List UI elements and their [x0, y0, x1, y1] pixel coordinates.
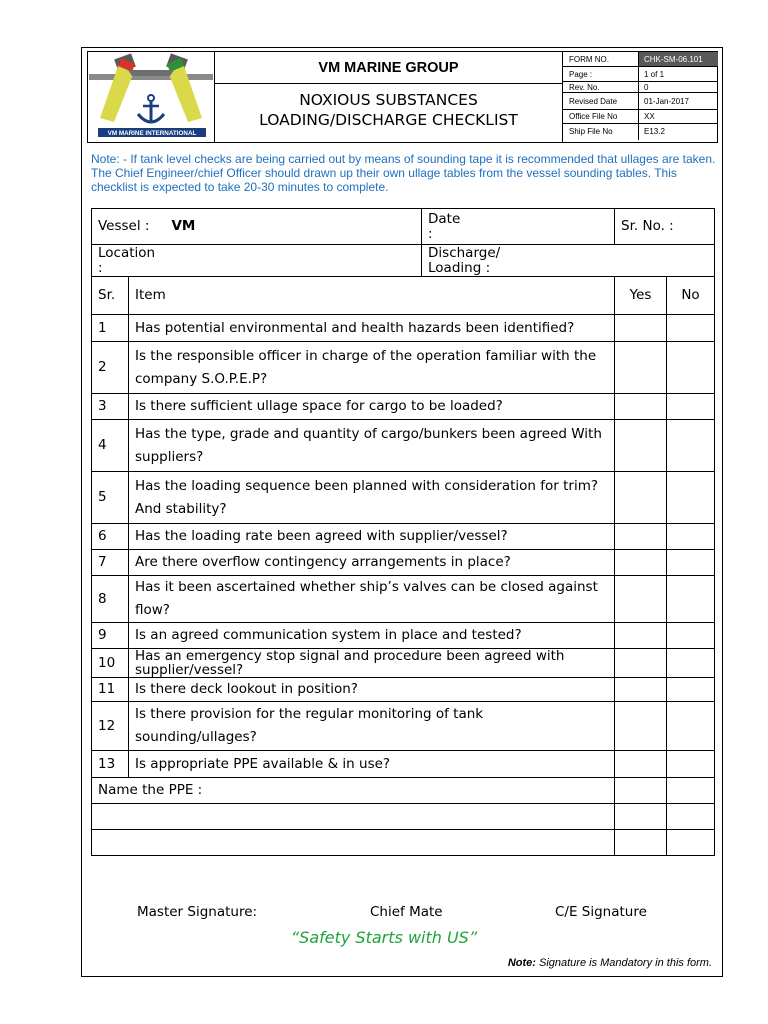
row-item: Is the responsible officer in charge of the operation familiar with the company S.O.P.E.P? [129, 342, 615, 394]
row-number: 1 [92, 315, 129, 342]
meta-value: XX [644, 112, 655, 121]
ppe-entry-cell[interactable] [92, 830, 615, 856]
yes-checkbox-cell[interactable] [615, 550, 667, 576]
row-item: Has the type, grade and quantity of cargo/bunkers been agreed With suppliers? [129, 420, 615, 472]
ppe-label-row [92, 778, 715, 804]
row-item: Are there overflow contingency arrangements in place? [129, 550, 615, 576]
mandatory-note-text: Signature is Mandatory in this form. [535, 957, 712, 969]
checklist-row [92, 472, 715, 524]
checklist-row [92, 678, 715, 702]
vessel-row [92, 209, 715, 245]
item-header: Item [129, 277, 615, 315]
row-number: 2 [92, 342, 129, 394]
no-checkbox-cell[interactable] [667, 751, 715, 778]
instruction-note: Note: - If tank level checks are being carried out by means of sounding tape it is recommended that ullages are taken. The Chief Engineer/chief Officer should drawn up their own ullage tables from the vessel sounding tables. This checklist is expected to take 20-30 minutes to complete. [91, 152, 716, 194]
no-checkbox-cell[interactable] [667, 778, 715, 804]
no-checkbox-cell[interactable] [667, 623, 715, 649]
mandatory-note-label: Note: [507, 957, 536, 969]
row-item: Has potential environmental and health hazards been identified? [129, 315, 615, 342]
location-cell[interactable]: Location : [92, 245, 422, 277]
meta-row [563, 124, 718, 140]
checklist-row [92, 420, 715, 472]
row-number: 3 [92, 394, 129, 420]
row-item: Has the loading rate been agreed with supplier/vessel? [129, 524, 615, 550]
discharge-cell[interactable]: Discharge/ Loading : [422, 245, 715, 277]
vessel-label: Vessel : [98, 218, 150, 234]
meta-value: 01-Jan-2017 [644, 97, 689, 106]
yes-checkbox-cell[interactable] [615, 678, 667, 702]
meta-key: Office File No [569, 112, 618, 121]
yes-checkbox-cell[interactable] [615, 342, 667, 394]
row-number: 12 [92, 702, 129, 751]
no-checkbox-cell[interactable] [667, 315, 715, 342]
yes-checkbox-cell[interactable] [615, 420, 667, 472]
meta-value: 0 [644, 83, 649, 92]
row-number: 6 [92, 524, 129, 550]
logo-text: VM MARINE INTERNATIONAL [107, 130, 197, 137]
row-number: 4 [92, 420, 129, 472]
no-checkbox-cell[interactable] [667, 472, 715, 524]
row-item: Is an agreed communication system in place and tested? [129, 623, 615, 649]
title-cell [215, 52, 563, 142]
yes-header: Yes [615, 277, 667, 315]
no-checkbox-cell[interactable] [667, 576, 715, 623]
row-item: Has it been ascertained whether ship’s valves can be closed against flow? [129, 576, 615, 623]
checklist-row [92, 649, 715, 678]
meta-row [563, 93, 718, 110]
title-line-2: LOADING/DISCHARGE CHECKLIST [259, 111, 518, 129]
no-checkbox-cell[interactable] [667, 420, 715, 472]
no-checkbox-cell[interactable] [667, 550, 715, 576]
srno-cell[interactable]: Sr. No. : [615, 209, 715, 245]
ppe-entry-cell[interactable] [92, 804, 615, 830]
checklist-row [92, 702, 715, 751]
yes-checkbox-cell[interactable] [615, 830, 667, 856]
no-checkbox-cell[interactable] [667, 678, 715, 702]
no-checkbox-cell[interactable] [667, 342, 715, 394]
checklist-row [92, 394, 715, 420]
ppe-blank-row [92, 804, 715, 830]
meta-value: E13.2 [644, 127, 665, 136]
company-name: VM MARINE GROUP [215, 52, 562, 84]
checklist-table [91, 208, 715, 856]
vessel-value: VM [171, 218, 196, 234]
checklist-row [92, 751, 715, 778]
checklist-row [92, 524, 715, 550]
chief-mate-label: Chief Mate [370, 904, 443, 920]
row-item: Has an emergency stop signal and procedure been agreed with supplier/vessel? [129, 649, 615, 678]
no-checkbox-cell[interactable] [667, 830, 715, 856]
ppe-entry-cell[interactable]: Name the PPE : [92, 778, 615, 804]
checklist-row [92, 315, 715, 342]
mandatory-note [508, 957, 712, 969]
header-row [92, 277, 715, 315]
checklist-row [92, 342, 715, 394]
meta-row [563, 52, 718, 67]
no-checkbox-cell[interactable] [667, 524, 715, 550]
sr-header: Sr. [92, 277, 129, 315]
yes-checkbox-cell[interactable] [615, 472, 667, 524]
yes-checkbox-cell[interactable] [615, 778, 667, 804]
no-checkbox-cell[interactable] [667, 702, 715, 751]
meta-key: Ship File No [569, 127, 613, 136]
row-number: 5 [92, 472, 129, 524]
meta-value: 1 of 1 [644, 70, 665, 79]
no-checkbox-cell[interactable] [667, 649, 715, 678]
date-cell[interactable]: Date : [422, 209, 615, 245]
row-item: Is there deck lookout in position? [129, 678, 615, 702]
company-logo [88, 52, 215, 142]
no-checkbox-cell[interactable] [667, 394, 715, 420]
safety-motto: “Safety Starts with US” [290, 928, 478, 947]
yes-checkbox-cell[interactable] [615, 649, 667, 678]
yes-checkbox-cell[interactable] [615, 702, 667, 751]
yes-checkbox-cell[interactable] [615, 623, 667, 649]
row-number: 10 [92, 649, 129, 678]
yes-checkbox-cell[interactable] [615, 576, 667, 623]
yes-checkbox-cell[interactable] [615, 804, 667, 830]
meta-row [563, 110, 718, 124]
location-row [92, 245, 715, 277]
meta-key: Revised Date [569, 97, 618, 106]
vessel-cell[interactable] [92, 209, 422, 245]
title-line-1: NOXIOUS SUBSTANCES [299, 91, 478, 109]
yes-checkbox-cell[interactable] [615, 524, 667, 550]
form-meta [563, 52, 718, 142]
no-header: No [667, 277, 715, 315]
form-header [87, 51, 718, 143]
meta-row [563, 67, 718, 82]
row-number: 9 [92, 623, 129, 649]
row-item: Has the loading sequence been planned with consideration for trim? And stability? [129, 472, 615, 524]
row-number: 8 [92, 576, 129, 623]
meta-key: FORM NO. [569, 55, 609, 64]
row-number: 7 [92, 550, 129, 576]
yes-checkbox-cell[interactable] [615, 751, 667, 778]
row-number: 11 [92, 678, 129, 702]
master-signature-label: Master Signature: [137, 904, 258, 920]
checklist-row [92, 576, 715, 623]
row-item: Is appropriate PPE available & in use? [129, 751, 615, 778]
checklist-row [92, 623, 715, 649]
ppe-blank-row [92, 830, 715, 856]
yes-checkbox-cell[interactable] [615, 394, 667, 420]
meta-key: Rev. No. [569, 83, 600, 92]
yes-checkbox-cell[interactable] [615, 315, 667, 342]
meta-value: CHK-SM-06.101 [644, 55, 703, 64]
no-checkbox-cell[interactable] [667, 804, 715, 830]
row-item: Is there sufficient ullage space for cargo to be loaded? [129, 394, 615, 420]
row-number: 13 [92, 751, 129, 778]
logo-icon [88, 52, 214, 142]
document-title [215, 90, 562, 130]
checklist-row [92, 550, 715, 576]
ce-signature-label: C/E Signature [555, 904, 647, 920]
row-item: Is there provision for the regular monitoring of tank sounding/ullages? [129, 702, 615, 751]
meta-row [563, 82, 718, 93]
meta-key: Page : [569, 70, 593, 79]
